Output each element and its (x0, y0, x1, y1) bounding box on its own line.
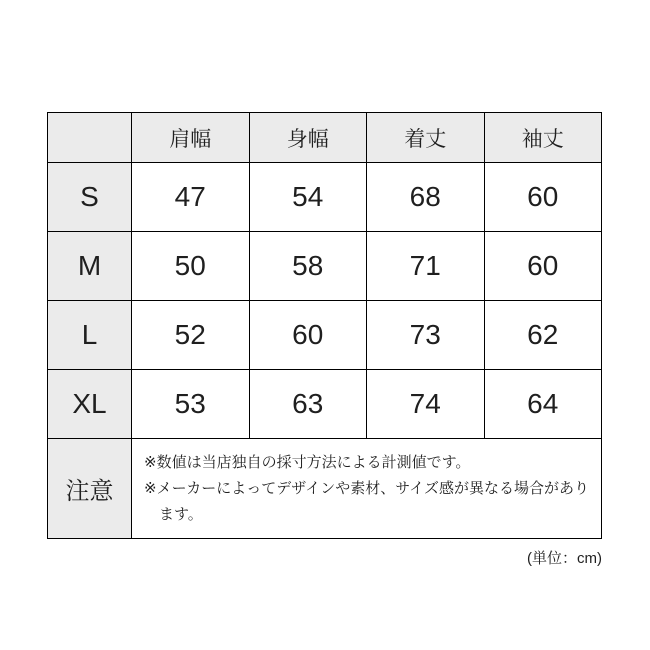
column-header-body-width: 身幅 (249, 113, 367, 163)
cell-m-body-width: 58 (249, 232, 367, 301)
cell-s-sleeve-length: 60 (484, 163, 602, 232)
cell-m-length: 71 (367, 232, 485, 301)
size-chart-container (47, 112, 602, 568)
row-header-size-s: S (48, 163, 132, 232)
note-line-manufacturer: ※メーカーによってデザインや素材、サイズ感が異なる場合があります。 (144, 479, 590, 523)
cell-xl-body-width: 63 (249, 370, 367, 439)
cell-xl-length: 74 (367, 370, 485, 439)
cell-xl-shoulder-width: 53 (132, 370, 250, 439)
cell-s-body-width: 54 (249, 163, 367, 232)
table-row-size-l (48, 301, 602, 370)
cell-s-shoulder-width: 47 (132, 163, 250, 232)
row-header-size-xl: XL (48, 370, 132, 439)
table-row-size-xl (48, 370, 602, 439)
cell-l-body-width: 60 (249, 301, 367, 370)
column-header-sleeve-length: 袖丈 (484, 113, 602, 163)
cell-xl-sleeve-length: 64 (484, 370, 602, 439)
cell-m-sleeve-length: 60 (484, 232, 602, 301)
table-header-row (48, 113, 602, 163)
note-cell (132, 439, 602, 539)
table-row-size-s (48, 163, 602, 232)
row-header-note: 注意 (48, 439, 132, 539)
corner-cell (48, 113, 132, 163)
note-line-measurement: ※数値は当店独自の採寸方法による計測値です。 (144, 453, 471, 471)
unit-label: (単位：cm) (527, 550, 602, 567)
row-header-size-m: M (48, 232, 132, 301)
size-chart-table (47, 112, 602, 539)
cell-l-sleeve-length: 62 (484, 301, 602, 370)
column-header-length: 着丈 (367, 113, 485, 163)
cell-m-shoulder-width: 50 (132, 232, 250, 301)
row-header-size-l: L (48, 301, 132, 370)
column-header-shoulder-width: 肩幅 (132, 113, 250, 163)
table-row-size-m (48, 232, 602, 301)
table-row-note (48, 439, 602, 539)
cell-l-length: 73 (367, 301, 485, 370)
cell-l-shoulder-width: 52 (132, 301, 250, 370)
cell-s-length: 68 (367, 163, 485, 232)
